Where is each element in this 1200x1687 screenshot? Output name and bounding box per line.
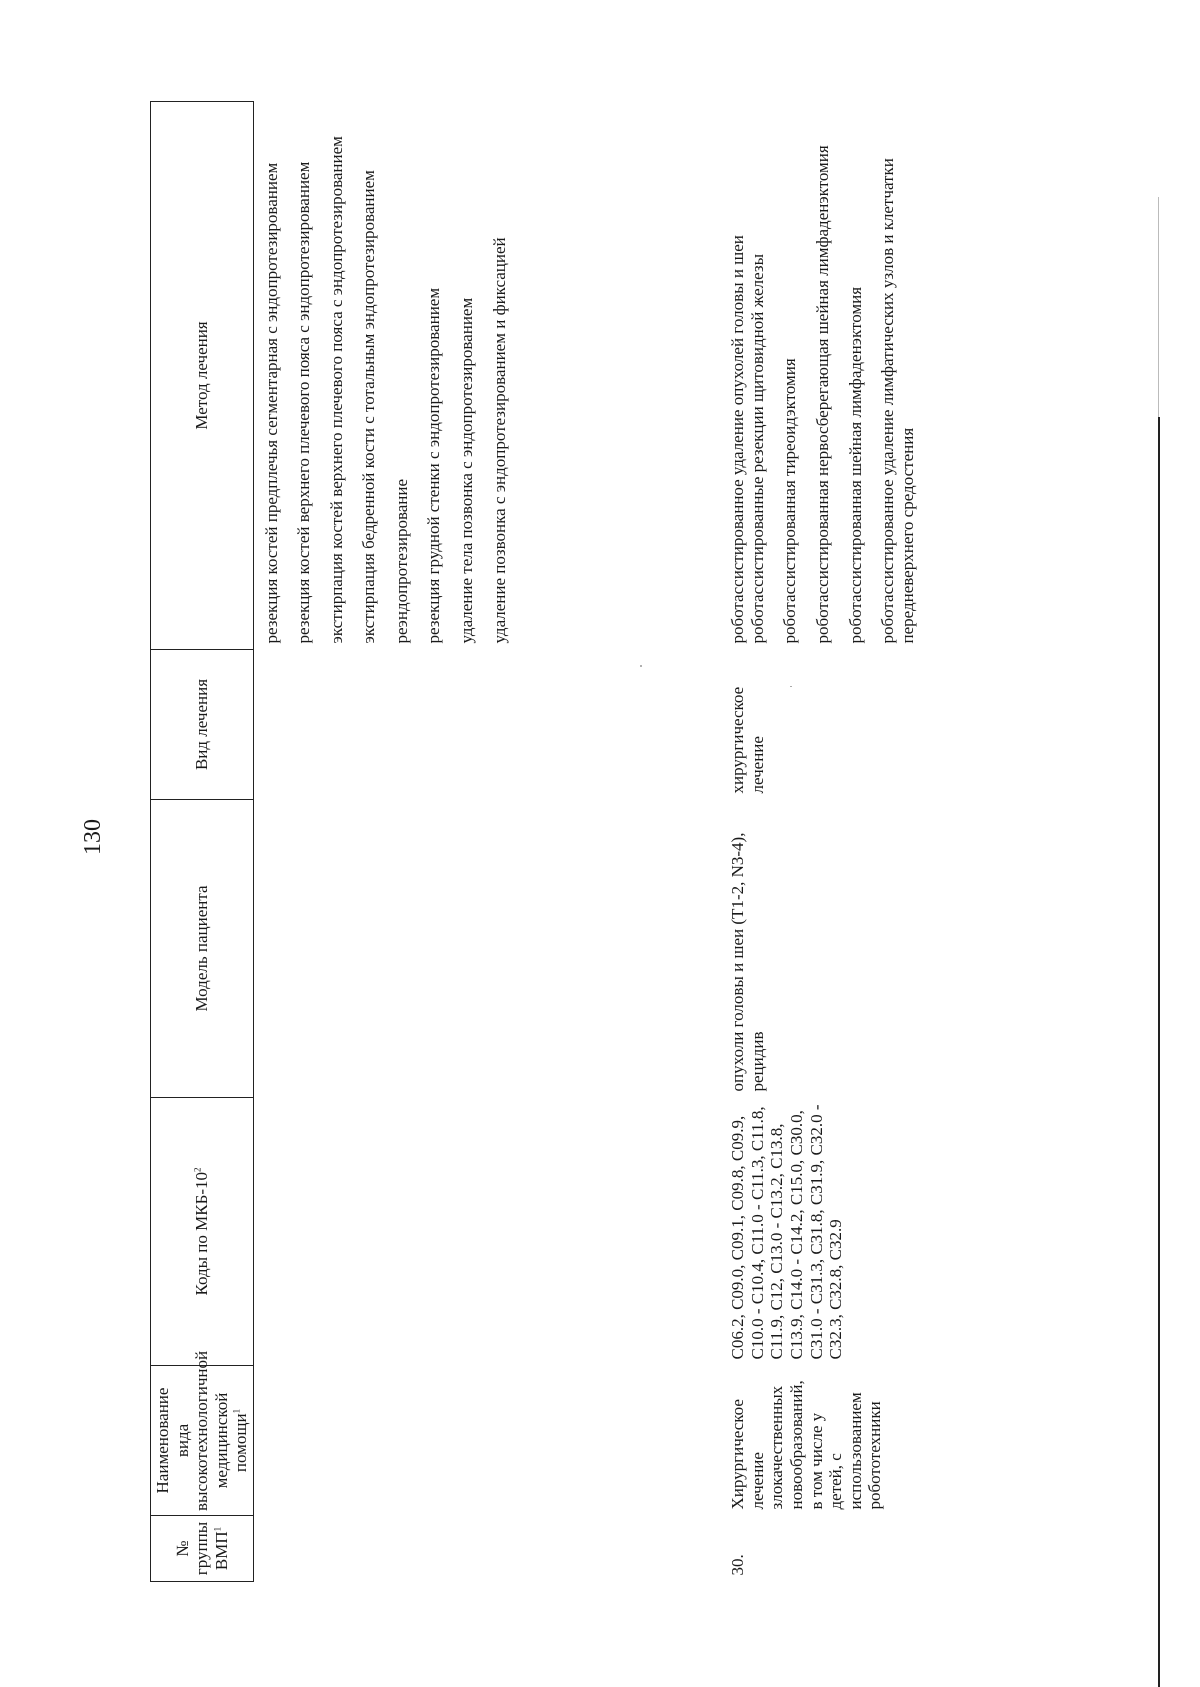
icd-codes-cell: C06.2, C09.0, C09.1, C09.8, C09.9, C10.0 - C10.4, C11.0 - C11.3, C11.8, C11.9, C12, C13.0 - C13.2, C13.8, C13.9, C14.0 - C14.2, C15.0, C30.0, C31.0 - C31.3, C31.8, C31.9, C32.0 - C32.3, C32.8, C32.9 bbox=[728, 1104, 846, 1360]
page-number: 130 bbox=[80, 819, 106, 855]
method-item: экстирпация бедренной кости с тотальным эндопротезированием bbox=[359, 170, 379, 644]
footnote-marker: 1 bbox=[211, 1526, 222, 1532]
vmp-name-cell: Хирургическое лечение злокачественных новообразований, в том числе у детей, с использованием робототехники bbox=[728, 1380, 885, 1510]
header-vmp-name: Наименование вида высокотехнологичной медицинской помощи$^1$ bbox=[151, 1366, 254, 1516]
table-header-row bbox=[151, 102, 254, 1582]
table-row-30 bbox=[728, 102, 1090, 1582]
header-icd-codes: Коды по МКБ-$10^2$ bbox=[151, 1098, 254, 1366]
row-number: 30. bbox=[728, 1554, 748, 1576]
table-row-continuation bbox=[262, 102, 729, 1582]
continuation-methods-cell bbox=[262, 102, 729, 650]
header-treatment-method: Метод лечения bbox=[151, 102, 254, 650]
header-treatment-kind: Вид лечения bbox=[151, 650, 254, 800]
scan-speck bbox=[790, 686, 792, 687]
patient-model-cell: опухоли головы и шеи (T1-2, N3-4), рецидив bbox=[728, 832, 767, 1092]
method-item: удаление тела позвонка с эндопротезированием bbox=[457, 297, 477, 644]
treatment-kind-cell: хирургическое лечение bbox=[728, 686, 767, 794]
header-patient-model: Модель пациента bbox=[151, 800, 254, 1098]
method-item: роботассистированная нервосберегающая шейная лимфаденэктомия bbox=[812, 145, 832, 644]
footnote-marker: 1 bbox=[231, 1408, 242, 1414]
method-item: удаление позвонка с эндопротезированием и фиксацией bbox=[489, 237, 509, 644]
method-item: экстирпация костей верхнего плечевого пояса с эндопротезированием bbox=[326, 136, 346, 644]
method-item: резекция костей верхнего плечевого пояса с эндопротезированием bbox=[294, 161, 314, 644]
method-item: реэндопротезирование bbox=[391, 478, 411, 644]
footnote-marker: 2 bbox=[192, 1167, 203, 1172]
methods-cell bbox=[728, 102, 1090, 650]
method-item: резекция костей предплечья сегментарная с эндопротезированием bbox=[261, 162, 281, 644]
spacer-row bbox=[253, 102, 262, 1582]
method-item: роботассистированное удаление лимфатических узлов и клетчатки передневерхнего средостения bbox=[878, 158, 917, 644]
scan-speck bbox=[640, 665, 642, 667]
method-item: роботассистированная шейная лимфаденэктомия bbox=[845, 286, 865, 644]
method-item: роботассистированная тиреоидэктомия bbox=[780, 358, 800, 644]
vmp-table bbox=[150, 101, 1090, 1582]
method-item: резекция грудной стенки с эндопротезированием bbox=[424, 287, 444, 644]
method-item: роботассистированное удаление опухолей головы и шеи bbox=[728, 235, 748, 644]
method-item: роботассистированные резекции щитовидной железы bbox=[747, 254, 767, 644]
header-group-number: № группы ВМП$^1$ bbox=[151, 1516, 254, 1582]
scan-edge-line-faint bbox=[1158, 197, 1159, 417]
scan-edge-line bbox=[1158, 417, 1160, 1687]
